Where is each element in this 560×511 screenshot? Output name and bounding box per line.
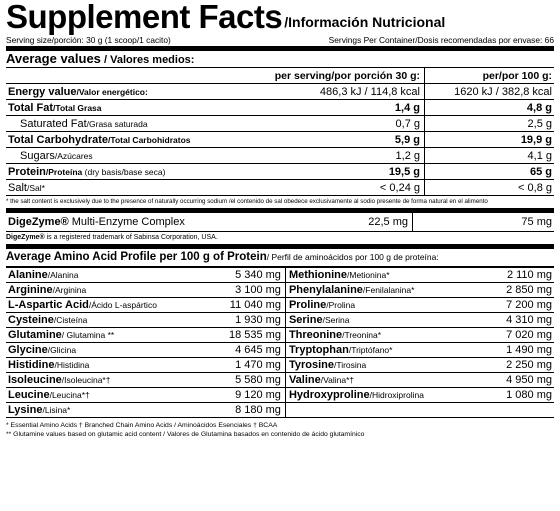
title-row — [6, 0, 554, 34]
digezyme-row: DigeZyme® Multi-Enzyme Complex 22,5 mg 75 mg — [6, 213, 554, 232]
col-per-100g: per/por 100 g: — [425, 68, 555, 84]
amino-row: Glutamine/ Glutamina ** 18 535 mg Threonine/Treonina* 7 020 mg — [8, 329, 552, 341]
nutrition-row-carbohydrate: Total Carbohydrate/Total Carbohidratos 5,9 g 19,9 g — [8, 133, 552, 146]
nutrition-row-sugars: Sugars/Azúcares 1,2 g 4,1 g — [6, 148, 554, 164]
amino-row: Arginine/Arginina 3 100 mg Phenylalanine/Fenilalanina* 2 850 mg — [8, 284, 552, 296]
amino-acid-table — [6, 268, 554, 418]
average-values-heading: Average values / Valores medios: — [6, 51, 195, 66]
nutrition-row-saturated-fat: Saturated Fat/Grasa saturada 0,7 g 2,5 g — [6, 116, 554, 132]
col-per-serving: per serving/por porción 30 g: — [274, 69, 420, 82]
amino-row: Isoleucine/Isoleucina*† 5 580 mg Valine/Valina*† 4 950 mg — [8, 374, 552, 386]
nutrition-row-salt: Salt/Sal* < 0,24 g < 0,8 g — [8, 181, 552, 194]
amino-row: Lysine/Lisina* 8 180 mg — [6, 403, 554, 418]
nutrition-header-row — [6, 68, 554, 84]
digezyme-table — [6, 213, 554, 232]
amino-row: Leucine/Leucina*† 9 120 mg Hydroxyproline/Hidroxiprolina 1 080 mg — [8, 389, 552, 401]
servings-per-container: Servings Per Container/Dosis recomendadas por envase: 66 — [328, 35, 554, 45]
amino-row: Glycine/Glicina 4 645 mg Tryptophan/Triptófano* 1 490 mg — [8, 344, 552, 356]
amino-footnote-essential: * Essential Amino Acids † Branched Chain Amino Acids / Aminoácidos Esenciales † BCAA — [6, 422, 278, 429]
page-title: Supplement Facts — [6, 0, 283, 35]
nutrition-row-total-fat: Total Fat/Total Grasa 1,4 g 4,8 g — [8, 101, 552, 114]
amino-footnote-glutamine: ** Glutamine values based on glutamic acid content / Valores de Glutamina basados en contenido de ácido glutamínico — [6, 431, 365, 438]
amino-acid-heading: Average Amino Acid Profile per 100 g of Protein/ Perfil de aminoácidos por 100 g de proteína: — [6, 251, 439, 263]
digezyme-trademark-note: DigeZyme® is a registered trademark of Sabinsa Corporation, USA. — [6, 234, 218, 241]
serving-info — [6, 34, 554, 46]
page-subtitle: /Información Nutricional — [284, 14, 446, 30]
nutrition-table — [6, 68, 554, 196]
amino-row: L-Aspartic Acid/Ácido L-aspártico 11 040 mg Proline/Prolina 7 200 mg — [8, 299, 552, 311]
salt-footnote: * the salt content is exclusively due to the presence of naturally occurring sodium /el contenido de sal obedece exclusivamente al sodio presente de forma natural en el alimento — [6, 198, 488, 205]
amino-row: Alanine/Alanina 5 340 mg Methionine/Metionina* 2 110 mg — [8, 269, 552, 281]
amino-row: Histidine/Histidina 1 470 mg Tyrosine/Tirosina 2 250 mg — [8, 359, 552, 371]
nutrition-row-energy: Energy value/Valor energético: 486,3 kJ / 114,8 kcal 1620 kJ / 382,8 kcal — [8, 85, 552, 98]
nutrition-row-protein: Protein/Proteína (dry basis/base seca) 19,5 g 65 g — [8, 165, 552, 178]
supplement-facts-panel — [6, 0, 554, 439]
serving-size: Serving size/porción: 30 g (1 scoop/1 cacito) — [6, 35, 171, 45]
amino-row: Cysteine/Cisteína 1 930 mg Serine/Serina 4 310 mg — [8, 314, 552, 326]
